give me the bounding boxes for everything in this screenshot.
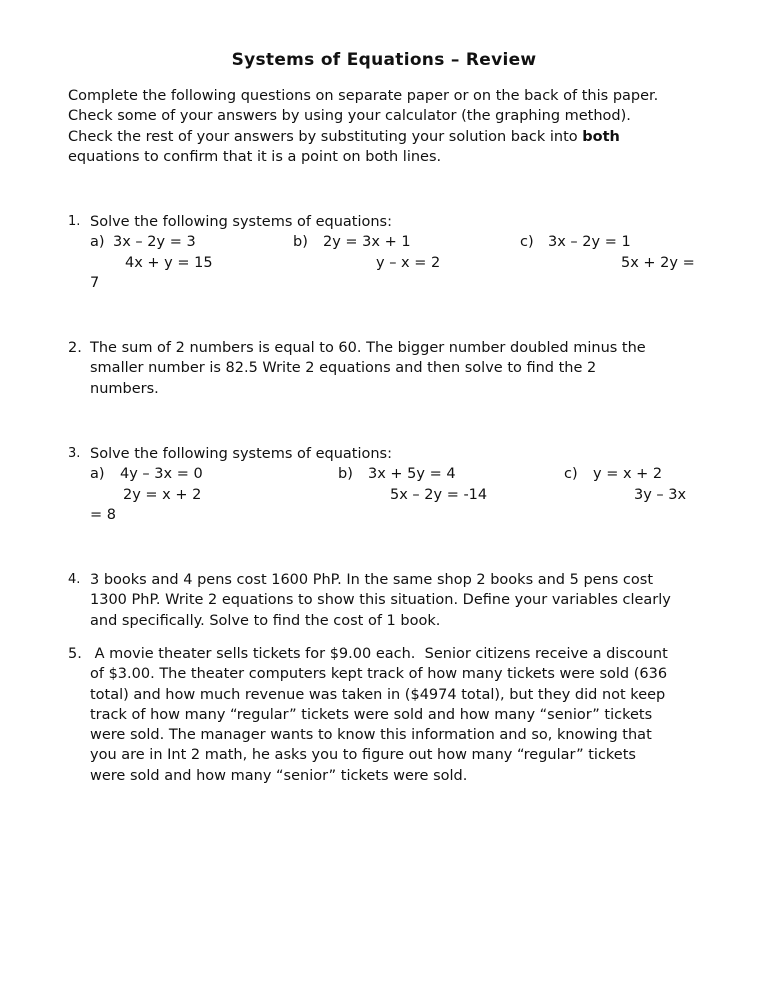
question-3 xyxy=(68,444,708,525)
part-a-label: a) xyxy=(90,466,105,483)
part-c-equation-2-wrap: 7 xyxy=(90,274,100,291)
part-a-equation-2: 4x + y = 15 xyxy=(125,254,213,271)
question-text-line: 1300 PhP. Write 2 equations to show this situation. Define your variables clearly xyxy=(90,592,671,609)
question-text-line: of $3.00. The theater computers kept track of how many tickets were sold (636 xyxy=(90,666,668,683)
part-a-equation-1: 3x – 2y = 3 xyxy=(113,234,196,251)
question-text-line: total) and how much revenue was taken in ($4974 total), but they did not keep xyxy=(90,686,666,703)
question-1 xyxy=(68,212,708,293)
question-text-line: 3 books and 4 pens cost 1600 PhP. In the same shop 2 books and 5 pens cost xyxy=(90,572,654,588)
question-text-line: track of how many “regular” tickets were sold and how many “senior” tickets xyxy=(90,706,653,723)
instruction-text: Check the rest of your answers by substituting your solution back into xyxy=(68,128,583,145)
instruction-line: Check some of your answers by using your calculator (the graphing method). xyxy=(68,108,631,125)
question-text-line: numbers. xyxy=(90,380,159,397)
part-c-equation-2: 5x + 2y = xyxy=(621,254,695,271)
question-number: 2. xyxy=(68,340,82,356)
question-2 xyxy=(68,338,708,399)
question-number: 3. xyxy=(68,446,81,461)
part-c-label: c) xyxy=(564,466,578,483)
question-text-line: were sold and how many “senior” tickets were sold. xyxy=(90,767,468,784)
part-c-label: c) xyxy=(520,234,534,251)
part-c-equation-2-wrap: = 8 xyxy=(90,506,116,523)
question-5 xyxy=(68,644,708,786)
part-b-label: b) xyxy=(338,466,353,483)
question-prompt: Solve the following systems of equations: xyxy=(90,446,393,462)
question-text-line: you are in Int 2 math, he asks you to figure out how many “regular” tickets xyxy=(90,747,636,764)
part-c-equation-1: y = x + 2 xyxy=(593,466,663,483)
part-a-label: a) xyxy=(90,234,105,251)
question-4 xyxy=(68,570,708,631)
part-c-equation-2: 3y – 3x xyxy=(634,486,687,503)
part-a-equation-1: 4y – 3x = 0 xyxy=(120,466,203,483)
part-b-equation-2: y – x = 2 xyxy=(376,254,441,271)
instructions xyxy=(68,86,708,167)
question-text-line: A movie theater sells tickets for $9.00 each. Senior citizens receive a discount xyxy=(90,646,668,662)
question-text-line: smaller number is 82.5 Write 2 equations and then solve to find the 2 xyxy=(90,360,597,377)
question-text-line: The sum of 2 numbers is equal to 60. The bigger number doubled minus the xyxy=(90,340,646,356)
question-number: 1. xyxy=(68,214,81,229)
instruction-line: Complete the following questions on separate paper or on the back of this paper. xyxy=(68,88,659,104)
instruction-emphasis: both xyxy=(582,128,620,145)
instruction-line: equations to confirm that it is a point on both lines. xyxy=(68,148,442,165)
question-prompt: Solve the following systems of equations: xyxy=(90,214,393,230)
question-number: 5. xyxy=(68,646,82,662)
question-text-line: and specifically. Solve to find the cost of 1 book. xyxy=(90,612,441,629)
part-b-equation-1: 3x + 5y = 4 xyxy=(368,466,456,483)
part-b-equation-1: 2y = 3x + 1 xyxy=(323,234,411,251)
part-b-equation-2: 5x – 2y = -14 xyxy=(390,486,488,503)
instruction-line xyxy=(68,127,708,147)
part-b-label: b) xyxy=(293,234,308,251)
question-number: 4. xyxy=(68,572,81,587)
question-text-line: were sold. The manager wants to know this information and so, knowing that xyxy=(90,727,652,744)
page-title: Systems of Equations – Review xyxy=(231,50,537,70)
part-c-equation-1: 3x – 2y = 1 xyxy=(548,234,631,251)
part-a-equation-2: 2y = x + 2 xyxy=(123,486,202,503)
